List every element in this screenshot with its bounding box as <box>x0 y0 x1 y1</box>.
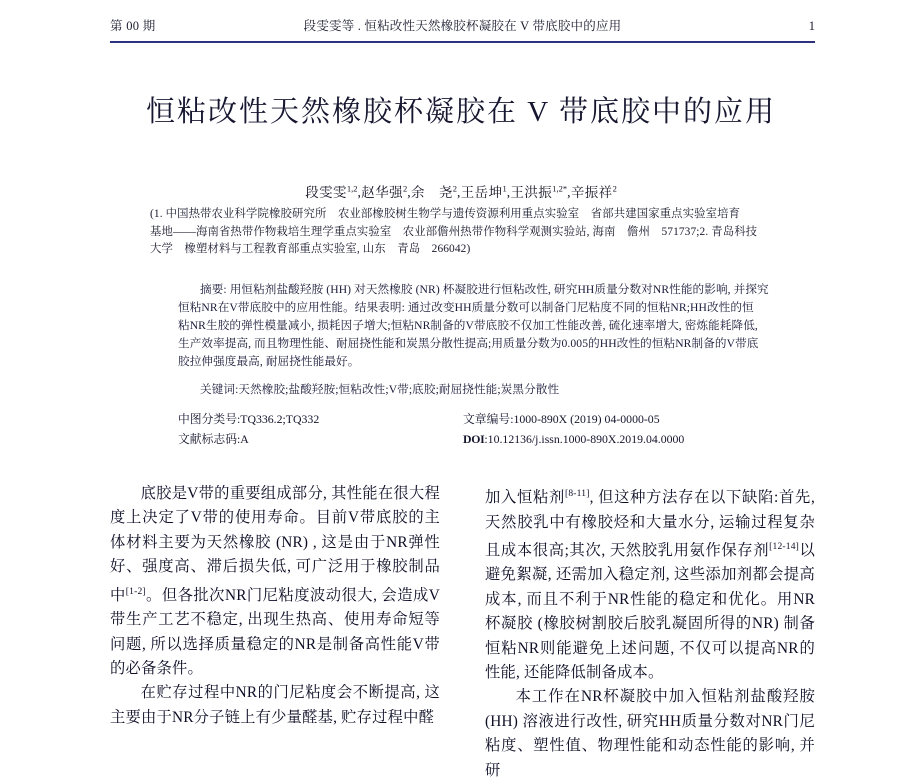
author-item: 段雯雯$^{1,2}$ <box>305 183 358 200</box>
affiliation-line: 基地——海南省热带作物栽培生理学重点实验室 农业部儋州热带作物科学观测实验站, 海南 儋州 571737;2. 青岛科技 <box>150 225 758 238</box>
author-affil-marker: 2 <box>403 183 408 193</box>
body-columns <box>110 482 815 779</box>
issue-label: 第 00 期 <box>110 19 156 33</box>
abstract-line: 生产效率提高, 而且物理性能、耐屈挠性能和炭黑分散性提高;用质量分数为0.005的HH改性的恒粘NR制备的V带底 <box>178 337 759 350</box>
author-item: 赵华强$^2$ <box>361 183 408 200</box>
author-affil-marker: 1,2* <box>552 183 568 193</box>
page-number: 1 <box>808 19 815 33</box>
abstract-line: 粘NR生胶的弹性模量减小, 损耗因子增大;恒粘NR制备的V带底胶不仅加工性能改善, 硫化速率增大, 密炼能耗降低, <box>178 319 758 332</box>
citation-ref: [8-11] <box>564 489 590 499</box>
running-header <box>110 16 815 36</box>
author-affil-marker: 2 <box>612 183 617 193</box>
abstract-line: 胶拉伸强度最高, 耐屈挠性能最好。 <box>178 355 360 368</box>
author-list: 段雯雯$^{1,2}$,赵华强$^2$,余 尧$^2$,王岳坤$^1$,王洪振$^{1,2*}$,辛振祥$^2$ <box>305 183 617 200</box>
doi-line <box>463 430 684 450</box>
body-paragraph: 本工作在NR杯凝胶中加入恒粘剂盐酸羟胺 (HH) 溶液进行改性, 研究HH质量分数对NR门尼粘度、塑性值、物理性能和动态性能的影响, 并研 <box>485 688 815 779</box>
abstract-block <box>178 281 769 399</box>
clc-number: 中图分类号:TQ336.2;TQ332 <box>178 412 320 426</box>
citation-ref: [12-14] <box>769 541 800 552</box>
header-divider <box>110 41 815 43</box>
body-column-left <box>110 482 440 730</box>
affiliation-line: 大学 橡塑材料与工程教育部重点实验室, 山东 青岛 266042) <box>150 243 471 255</box>
author-item: 王岳坤$^1$ <box>460 183 507 200</box>
citation-ref: [1-2] <box>125 586 146 597</box>
author-item: 辛振祥$^2$ <box>570 183 617 200</box>
document-code: 文献标志码:A <box>178 431 249 446</box>
author-affil-marker: 1 <box>502 183 507 193</box>
author-affil-marker: 1,2 <box>346 183 358 193</box>
metadata-block <box>178 410 778 449</box>
doi-label: DOI <box>463 431 485 446</box>
affiliation-line: (1. 中国热带农业科学院橡胶研究所 农业部橡胶树生物学与遗传资源利用重点实验室 省部共建国家重点实验室培育 <box>150 208 741 220</box>
author-affil-marker: 2 <box>452 183 457 193</box>
body-paragraph: 在贮存过程中NR的门尼粘度会不断提高, 这主要由于NR分子链上有少量醛基, 贮存过程中醛 <box>110 684 440 726</box>
running-title: 段雯雯等 . 恒粘改性天然橡胶杯凝胶在 V 带底胶中的应用 <box>303 19 622 33</box>
author-item: 余 尧$^2$ <box>411 183 457 200</box>
body-paragraph: 底胶是V带的重要组成部分, 其性能在很大程度上决定了V带的使用寿命。目前V带底胶的主体材料主要为天然橡胶 (NR) , 这是由于NR弹性好、强度高、滞后损失低, 可广泛用于橡胶制品中[1-2]。但各批次NR门尼粘度波动很大, 会造成V带生产工艺不稳定, 出现生热高、使用寿命短等问题, 所以选择质量稳定的NR是制备高性能V带的必备条件。 <box>110 485 440 677</box>
body-column-right <box>485 482 815 783</box>
page-title: 恒粘改性天然橡胶杯凝胶在 V 带底胶中的应用 <box>146 96 776 128</box>
keywords-line: 关键词:天然橡胶;盐酸羟胺;恒粘改性;V带;底胶;耐屈挠性能;炭黑分散性 <box>200 383 560 396</box>
affiliation-block <box>150 206 790 259</box>
author-item: 王洪振$^{1,2*}$ <box>510 183 568 200</box>
metadata-row <box>178 430 778 450</box>
article-number: 文章编号:1000-890X (2019) 04-0000-05 <box>463 412 660 426</box>
abstract-line: 摘要: 用恒粘剂盐酸羟胺 (HH) 对天然橡胶 (NR) 杯凝胶进行恒粘改性, 研究HH质量分数对NR性能的影响, 并探究 <box>200 283 769 296</box>
doi-value: :10.12136/j.issn.1000-890X.2019.04.0000 <box>484 431 685 446</box>
abstract-line: 恒粘NR在V带底胶中的应用性能。结果表明: 通过改变HH质量分数可以制备门尼粘度不同的恒粘NR;HH改性的恒 <box>178 301 754 314</box>
metadata-row <box>178 410 778 430</box>
body-paragraph: 加入恒粘剂[8-11], 但这种方法存在以下缺陷:首先, 天然胶乳中有橡胶烃和大量水分, 运输过程复杂且成本很高;其次, 天然胶乳用氨作保存剂[12-14]以避免絮凝, 还需加入稳定剂, 这些添加剂都会提高成本, 而且不利于NR性能的稳定和优化。用NR杯凝胶 (橡胶树割胶后胶乳凝固所得的NR) 制备恒粘NR则能避免上述问题, 不仅可以提高NR的性能, 还能降低制备成本。 <box>485 489 815 682</box>
